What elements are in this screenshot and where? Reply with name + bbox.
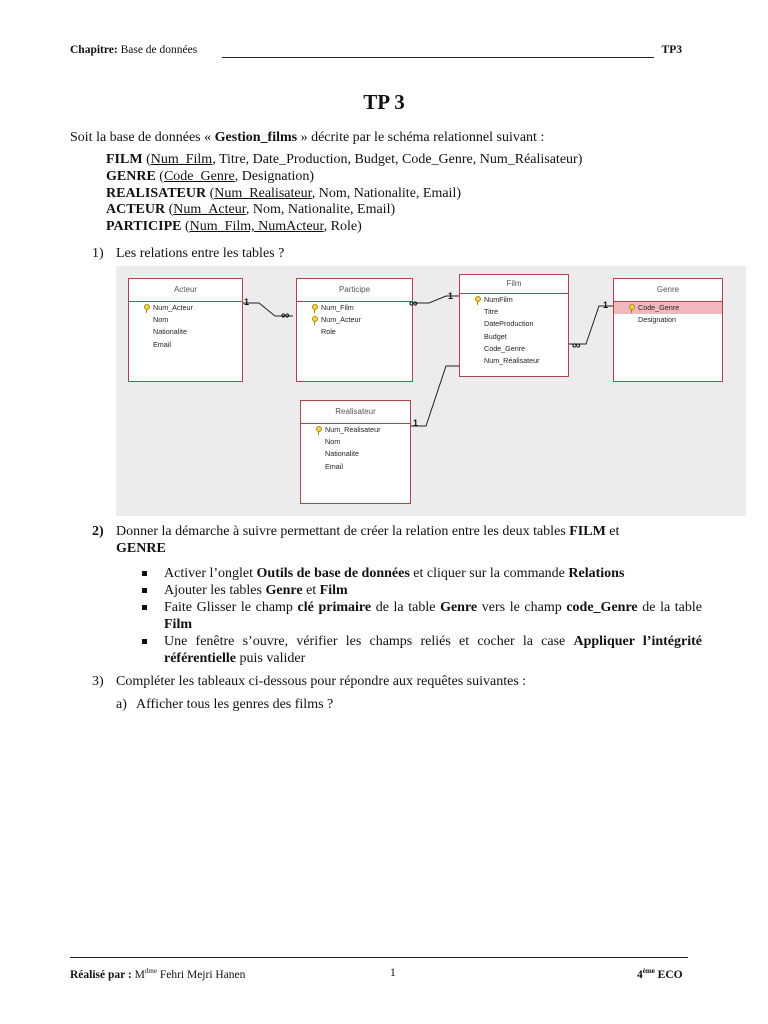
cardinality-one: 1 (413, 418, 419, 428)
primary-key: Num_Acteur (173, 202, 246, 218)
table-field[interactable]: Num_Acteur (129, 302, 242, 314)
table-field[interactable]: DateProduction (484, 319, 534, 329)
table-field[interactable]: Email (153, 339, 171, 349)
table-genre[interactable] (613, 278, 723, 382)
footer-rule (70, 957, 688, 958)
cardinality-one: 1 (244, 297, 250, 307)
page-number: 1 (390, 967, 396, 979)
footer-level: 4ème ECO (637, 967, 683, 981)
primary-key: Code_Genre (163, 168, 235, 184)
footer-author: Réalisé par : $M^{dme}$ Fehri Mejri Hanen (70, 967, 246, 981)
q2-film: FILM (569, 524, 606, 539)
key-icon (629, 304, 634, 312)
question-1 (92, 245, 285, 262)
primary-key: Num_Film, NumActeur (189, 219, 324, 235)
q2-genre: GENRE (116, 541, 166, 556)
q2-text: Donner la démarche à suivre permettant de créer la relation entre les deux tables (116, 524, 570, 539)
table-title: Realisateur (301, 401, 410, 424)
key-icon (312, 316, 317, 324)
cardinality-many: ∞ (281, 308, 290, 322)
schema-line: REALISATEUR (Num_Realisateur, Nom, Nationalite, Email) (106, 185, 461, 201)
table-field[interactable]: Num_Réalisateur (484, 355, 540, 365)
schema-line: ACTEUR (Num_Acteur, Nom, Nationalite, Email) (106, 202, 396, 218)
table-field[interactable]: Designation (638, 315, 676, 325)
table-field[interactable]: Role (321, 327, 336, 337)
relation-name: REALISATEUR (106, 185, 207, 201)
q2-number: 2) (92, 524, 104, 539)
q3-number: 3) (92, 674, 104, 689)
table-acteur[interactable] (128, 278, 243, 382)
table-field[interactable]: Nom (325, 437, 341, 447)
table-title: Genre (614, 279, 722, 302)
table-field[interactable]: Nationalite (325, 449, 359, 459)
q3a-letter: a) (116, 697, 127, 712)
schema-line: FILM (Num_Film, Titre, Date_Production, Budget, Code_Genre, Num_Réalisateur) (106, 152, 583, 167)
relation-name: FILM (106, 152, 143, 167)
table-field[interactable]: Code_Genre (484, 343, 526, 353)
step-item: Une fenêtre s’ouvre, vérifier les champs reliés et cocher la case Appliquer l’intégrité référentielle puis valider (142, 633, 702, 667)
key-icon (475, 296, 480, 304)
key-icon (144, 304, 149, 312)
chapter-label: Chapitre: (70, 44, 118, 56)
chapter-value: Base de données (120, 44, 198, 56)
question-3a (116, 696, 334, 713)
author-name: Fehri Mejri Hanen (159, 968, 246, 981)
key-icon (316, 426, 321, 434)
table-title: Participe (297, 279, 412, 302)
table-realisateur[interactable] (300, 400, 411, 504)
table-field[interactable]: Nationalite (153, 327, 187, 337)
steps-list (142, 565, 702, 667)
intro-prefix: Soit la base de données « (70, 130, 215, 145)
page-header (70, 44, 682, 56)
q1-text: Les relations entre les tables ? (116, 246, 285, 261)
footer-label: Réalisé par : (70, 968, 132, 981)
table-field[interactable]: Budget (484, 331, 507, 341)
step-item: Activer l’onglet Outils de base de données et cliquer sur la commande Relations (142, 565, 702, 582)
table-field[interactable]: Titre (484, 307, 499, 317)
intro-paragraph (70, 129, 544, 146)
table-field[interactable]: Num_Realisateur (301, 424, 410, 436)
primary-key: Num_Film (150, 152, 213, 167)
header-tp: TP3 (661, 44, 682, 56)
question-2: 2) Donner la démarche à suivre permettant de créer la relation entre les deux tables FILM et GENRE (92, 524, 620, 556)
table-title: Film (460, 275, 568, 294)
table-field[interactable]: Num_Film (297, 302, 412, 314)
table-field[interactable]: Nom (153, 315, 169, 325)
relation-name: GENRE (106, 168, 156, 184)
q3-text: Compléter les tableaux ci-dessous pour répondre aux requêtes suivantes : (116, 674, 527, 689)
relation-name: ACTEUR (106, 202, 166, 218)
step-item: Faite Glisser le champ clé primaire de la table Genre vers le champ code_Genre de la table Film (142, 599, 702, 633)
primary-key: Num_Realisateur (214, 185, 312, 201)
db-name: Gestion_films (214, 130, 298, 145)
cardinality-many: ∞ (572, 338, 581, 352)
schema-line: PARTICIPE (Num_Film, NumActeur, Role) (106, 219, 362, 235)
intro-suffix: » décrite par le schéma relationnel suivant : (297, 130, 545, 145)
q1-number: 1) (92, 246, 104, 261)
page-title: TP 3 (363, 90, 405, 114)
header-rule (222, 57, 654, 58)
table-participe[interactable] (296, 278, 413, 382)
table-title: Acteur (129, 279, 242, 302)
relation-name: PARTICIPE (106, 219, 182, 235)
table-film[interactable] (459, 274, 569, 377)
table-field[interactable]: Num_Acteur (297, 314, 412, 326)
key-icon (312, 304, 317, 312)
table-field[interactable]: Email (325, 461, 343, 471)
question-3 (92, 673, 527, 690)
cardinality-one: 1 (448, 291, 454, 301)
table-field[interactable]: NumFilm (460, 294, 568, 306)
schema-line: GENRE (Code_Genre, Designation) (106, 168, 315, 184)
cardinality-many: ∞ (409, 296, 418, 310)
relational-schema (106, 152, 582, 236)
relationship-diagram (116, 266, 746, 516)
cardinality-one: 1 (603, 300, 609, 310)
q3a-text: Afficher tous les genres des films ? (136, 697, 334, 712)
link-realisateur-film (409, 366, 459, 426)
table-field-selected[interactable]: Code_Genre (614, 302, 722, 314)
step-item: Ajouter les tables Genre et Film (142, 582, 702, 599)
